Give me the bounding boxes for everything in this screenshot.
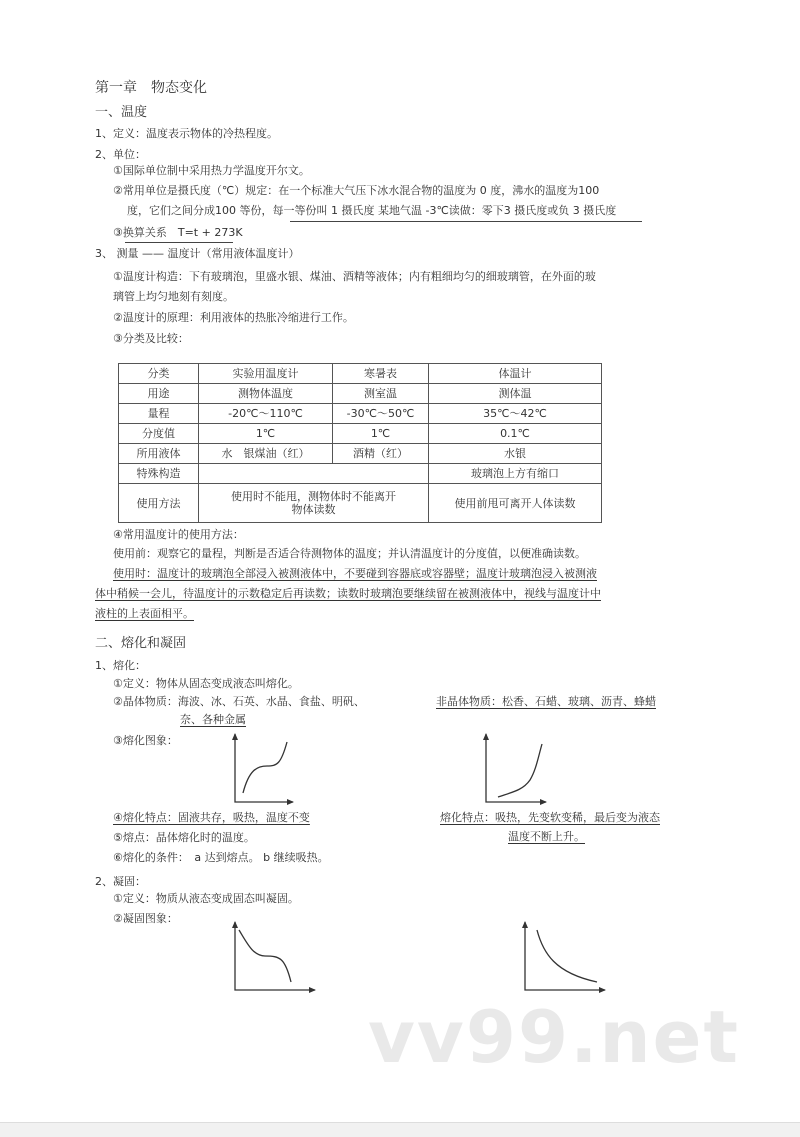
table-cell: 寒暑表 bbox=[333, 364, 429, 384]
table-cell: 0.1℃ bbox=[429, 424, 602, 444]
watermark: vv99.net bbox=[368, 995, 740, 1079]
table-row bbox=[119, 424, 602, 444]
solidification-curve bbox=[239, 930, 291, 982]
table-cell: 使用方法 bbox=[119, 484, 199, 523]
table-row bbox=[119, 464, 602, 484]
table-cell: 1℃ bbox=[199, 424, 333, 444]
table-cell: -30℃～50℃ bbox=[333, 404, 429, 424]
table-cell: 体温计 bbox=[429, 364, 602, 384]
underline bbox=[125, 242, 233, 243]
crystal-melting-feature: ④熔化特点：固液共存，吸热，温度不变 bbox=[113, 811, 310, 824]
melting-heading: 1、熔化： bbox=[95, 659, 146, 672]
unit-item-2-cont: 度，它们之间分成100 等份，每一等份叫 1 摄氏度 某地气温 -3℃读做：零下3 摄氏度或负 3 摄氏度 bbox=[127, 204, 617, 217]
table-cell: 水银 bbox=[429, 444, 602, 464]
underline bbox=[290, 221, 642, 222]
usage-before: 使用前：观察它的量程，判断是否适合待测物体的温度；并认清温度计的分度值，以便准确读数。 bbox=[113, 547, 586, 560]
thermometer-structure-cont: 璃管上均匀地刻有刻度。 bbox=[113, 290, 234, 303]
thermometer-structure: ①温度计构造：下有玻璃泡，里盛水银、煤油、酒精等液体；内有粗细均匀的细玻璃管，在外面的玻 bbox=[113, 270, 596, 283]
table-cell: 玻璃泡上方有缩口 bbox=[429, 464, 602, 484]
table-cell: 测体温 bbox=[429, 384, 602, 404]
chapter-title: 第一章 物态变化 bbox=[95, 80, 207, 96]
table-row bbox=[119, 444, 602, 464]
table-cell: 分度值 bbox=[119, 424, 199, 444]
table-cell: 测物体温度 bbox=[199, 384, 333, 404]
solidification-curve bbox=[537, 930, 597, 982]
definition: 1、定义：温度表示物体的冷热程度。 bbox=[95, 127, 278, 140]
table-row bbox=[119, 404, 602, 424]
table-cell: -20℃～110℃ bbox=[199, 404, 333, 424]
measure-heading: 3、 测量 —— 温度计（常用液体温度计） bbox=[95, 247, 300, 260]
page-bottom-bar bbox=[0, 1122, 800, 1137]
melting-condition: ⑥熔化的条件： a 达到熔点。 b 继续吸热。 bbox=[113, 851, 329, 864]
table-cell: 使用前甩可离开人体读数 bbox=[429, 484, 602, 523]
table-cell: 用途 bbox=[119, 384, 199, 404]
classification-heading: ③分类及比较： bbox=[113, 332, 189, 345]
solidification-graph-label: ②凝固图象： bbox=[113, 912, 178, 925]
crystal-substances: ②晶体物质：海波、冰、石英、水晶、食盐、明矾、 bbox=[113, 695, 365, 708]
amorphous-melting-feature: 熔化特点：吸热，先变软变稀，最后变为液态 bbox=[440, 811, 660, 824]
section-melting-title: 二、熔化和凝固 bbox=[95, 636, 187, 651]
thermometer-comparison-table bbox=[118, 363, 602, 523]
usage-during: 使用时：温度计的玻璃泡全部浸入被测液体中，不要碰到容器底或容器壁；温度计玻璃泡浸入被测液 bbox=[113, 567, 597, 580]
unit-item-2: ②常用单位是摄氏度（℃）规定：在一个标准大气压下冰水混合物的温度为 0 度，沸水的温度为100 bbox=[113, 184, 600, 197]
melting-graph-label: ③熔化图象： bbox=[113, 734, 178, 747]
section-temperature-title: 一、温度 bbox=[95, 105, 148, 120]
usage-during-cont: 体中稍候一会儿，待温度计的示数稳定后再读数；读数时玻璃泡要继续留在被测液体中，视线与温度计中 bbox=[95, 587, 601, 600]
unit-item-3: ③换算关系 T=t + 273K bbox=[113, 226, 243, 239]
table-row bbox=[119, 384, 602, 404]
table-header-row bbox=[119, 364, 602, 384]
usage-heading: ④常用温度计的使用方法： bbox=[113, 528, 244, 541]
melting-definition: ①定义：物体从固态变成液态叫熔化。 bbox=[113, 677, 299, 690]
table-cell: 测室温 bbox=[333, 384, 429, 404]
amorphous-solidification-graph bbox=[515, 918, 615, 998]
usage-during-cont2: 液柱的上表面相平。 bbox=[95, 607, 194, 620]
amorphous-substances: 非晶体物质：松香、石蜡、玻璃、沥青、蜂蜡 bbox=[436, 695, 656, 708]
crystal-substances-cont: 奈、各种金属 bbox=[180, 713, 246, 726]
crystal-melting-graph bbox=[205, 730, 300, 806]
table-row bbox=[119, 484, 602, 523]
table-cell: 所用液体 bbox=[119, 444, 199, 464]
crystal-solidification-graph bbox=[225, 918, 325, 998]
unit-item-1: ①国际单位制中采用热力学温度开尔文。 bbox=[113, 164, 310, 177]
amorphous-melting-feature-cont: 温度不断上升。 bbox=[508, 830, 585, 843]
melting-point: ⑤熔点：晶体熔化时的温度。 bbox=[113, 831, 255, 844]
amorphous-melting-graph bbox=[458, 730, 553, 806]
table-cell: 35℃～42℃ bbox=[429, 404, 602, 424]
table-cell: 1℃ bbox=[333, 424, 429, 444]
solidification-definition: ①定义：物质从液态变成固态叫凝固。 bbox=[113, 892, 299, 905]
table-cell: 特殊构造 bbox=[119, 464, 199, 484]
table-cell: 酒精（红） bbox=[333, 444, 429, 464]
table-cell: 实验用温度计 bbox=[199, 364, 333, 384]
melting-curve bbox=[498, 744, 542, 797]
table-cell: 使用时不能甩，测物体时不能离开物体读数 bbox=[199, 484, 429, 523]
table-cell: 量程 bbox=[119, 404, 199, 424]
table-cell: 水 银煤油（红） bbox=[199, 444, 333, 464]
melting-curve bbox=[243, 742, 287, 793]
thermometer-principle: ②温度计的原理：利用液体的热胀冷缩进行工作。 bbox=[113, 311, 354, 324]
table-cell: 分类 bbox=[119, 364, 199, 384]
solidification-heading: 2、凝固： bbox=[95, 875, 146, 888]
unit-heading: 2、单位： bbox=[95, 148, 146, 161]
table-cell bbox=[199, 464, 429, 484]
